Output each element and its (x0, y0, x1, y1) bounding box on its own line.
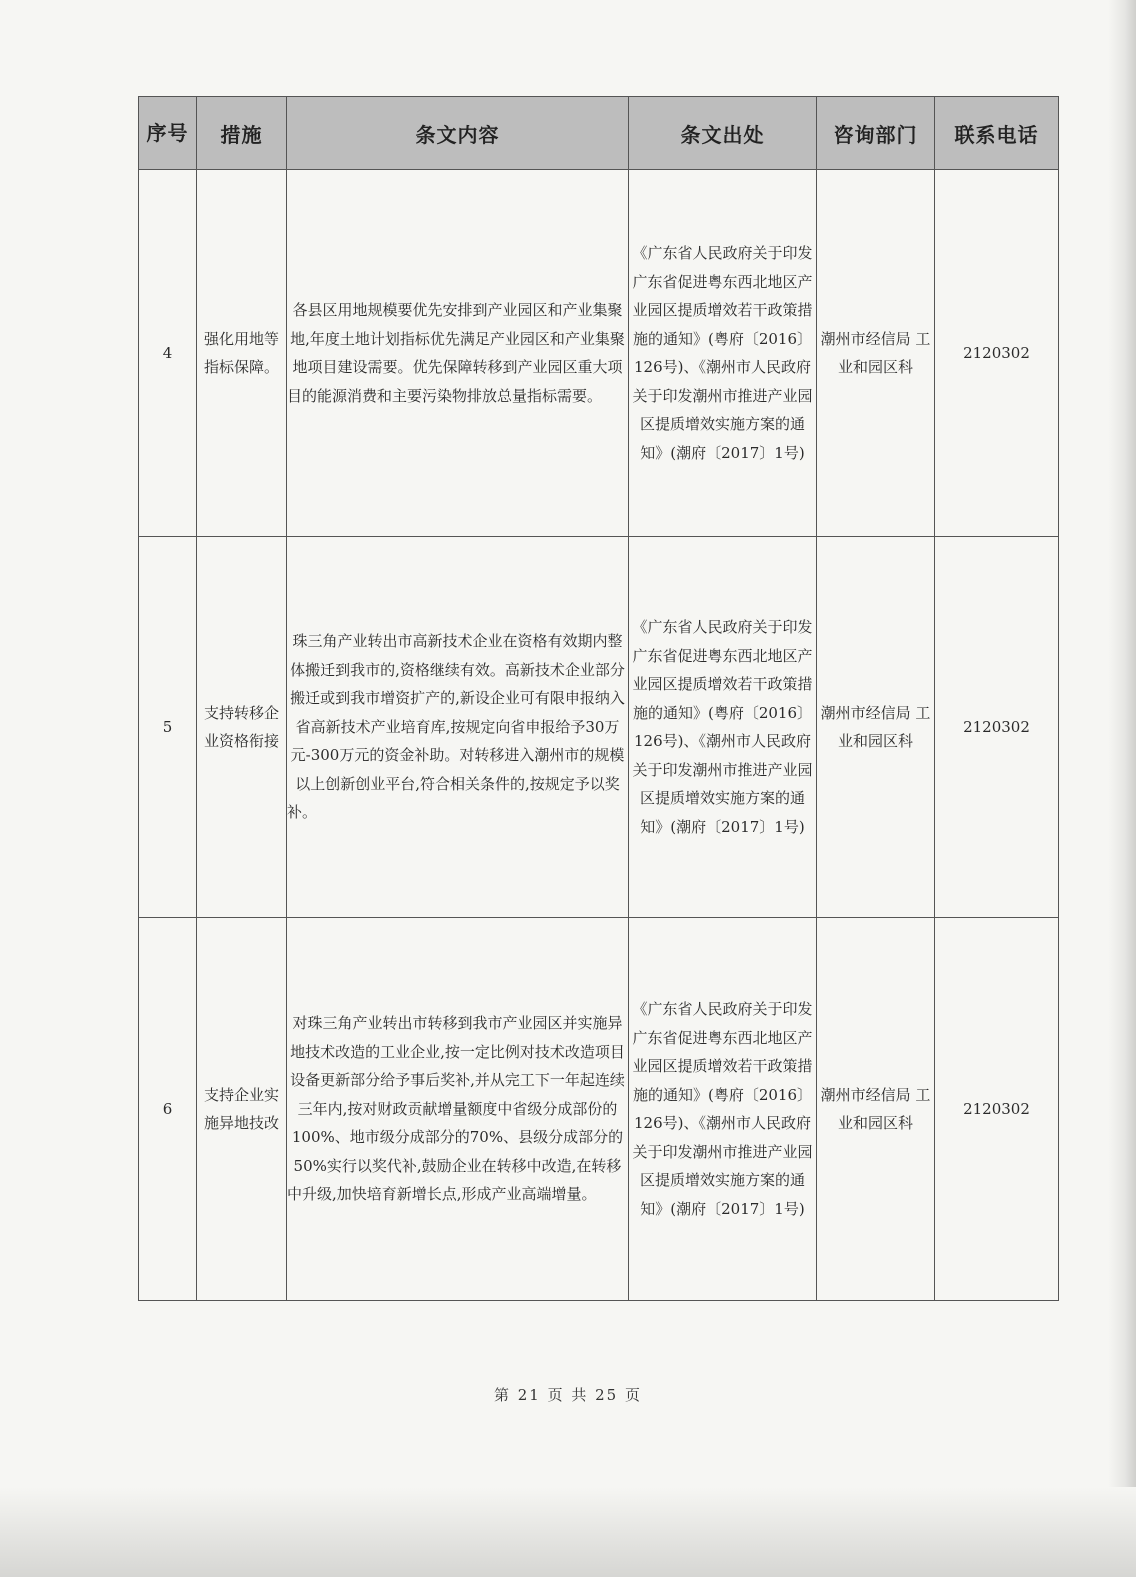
row-seq: 6 (139, 918, 197, 1301)
page-bottom-edge (0, 1487, 1136, 1577)
row-source: 《广东省人民政府关于印发广东省促进粤东西北地区产业园区提质增效若干政策措施的通知》(粤府〔2016〕126号)、《潮州市人民政府关于印发潮州市推进产业园区提质增效实施方案的通知》(潮府〔2017〕1号) (629, 918, 817, 1301)
row-department: 潮州市经信局 工业和园区科 (817, 170, 935, 537)
row-measure: 支持企业实施异地技改 (197, 918, 287, 1301)
row-phone: 2120302 (935, 918, 1059, 1301)
table-row (139, 918, 1059, 1301)
header-department: 咨询部门 (817, 97, 935, 170)
row-content: 珠三角产业转出市高新技术企业在资格有效期内整体搬迁到我市的,资格继续有效。高新技术企业部分搬迁或到我市增资扩产的,新设企业可有限申报纳入省高新技术产业培育库,按规定向省申报给予30万元-300万元的资金补助。对转移进入潮州市的规模以上创新创业平台,符合相关条件的,按规定予以奖补。 (287, 537, 629, 918)
header-content: 条文内容 (287, 97, 629, 170)
row-department: 潮州市经信局 工业和园区科 (817, 537, 935, 918)
table-row (139, 537, 1059, 918)
table-row (139, 170, 1059, 537)
row-source: 《广东省人民政府关于印发广东省促进粤东西北地区产业园区提质增效若干政策措施的通知》(粤府〔2016〕126号)、《潮州市人民政府关于印发潮州市推进产业园区提质增效实施方案的通知》(潮府〔2017〕1号) (629, 537, 817, 918)
row-measure: 支持转移企业资格衔接 (197, 537, 287, 918)
header-seq: 序号 (139, 97, 197, 170)
page-number: 第 21 页 共 25 页 (493, 1386, 642, 1404)
header-source: 条文出处 (629, 97, 817, 170)
row-department: 潮州市经信局 工业和园区科 (817, 918, 935, 1301)
row-content: 各县区用地规模要优先安排到产业园区和产业集聚地,年度土地计划指标优先满足产业园区和产业集聚地项目建设需要。优先保障转移到产业园区重大项目的能源消费和主要污染物排放总量指标需要。 (287, 170, 629, 537)
page-edge (1108, 0, 1136, 1577)
header-phone: 联系电话 (935, 97, 1059, 170)
row-phone: 2120302 (935, 170, 1059, 537)
row-content: 对珠三角产业转出市转移到我市产业园区并实施异地技术改造的工业企业,按一定比例对技术改造项目设备更新部分给予事后奖补,并从完工下一年起连续三年内,按对财政贡献增量额度中省级分成部份的100%、地市级分成部分的70%、县级分成部分的50%实行以奖代补,鼓励企业在转移中改造,在转移中升级,加快培育新增长点,形成产业高端增量。 (287, 918, 629, 1301)
row-source: 《广东省人民政府关于印发广东省促进粤东西北地区产业园区提质增效若干政策措施的通知》(粤府〔2016〕126号)、《潮州市人民政府关于印发潮州市推进产业园区提质增效实施方案的通知》(潮府〔2017〕1号) (629, 170, 817, 537)
header-measure: 措施 (197, 97, 287, 170)
policy-table (138, 96, 1059, 1301)
row-measure: 强化用地等指标保障。 (197, 170, 287, 537)
row-seq: 5 (139, 537, 197, 918)
table-header-row (139, 97, 1059, 170)
row-phone: 2120302 (935, 537, 1059, 918)
row-seq: 4 (139, 170, 197, 537)
